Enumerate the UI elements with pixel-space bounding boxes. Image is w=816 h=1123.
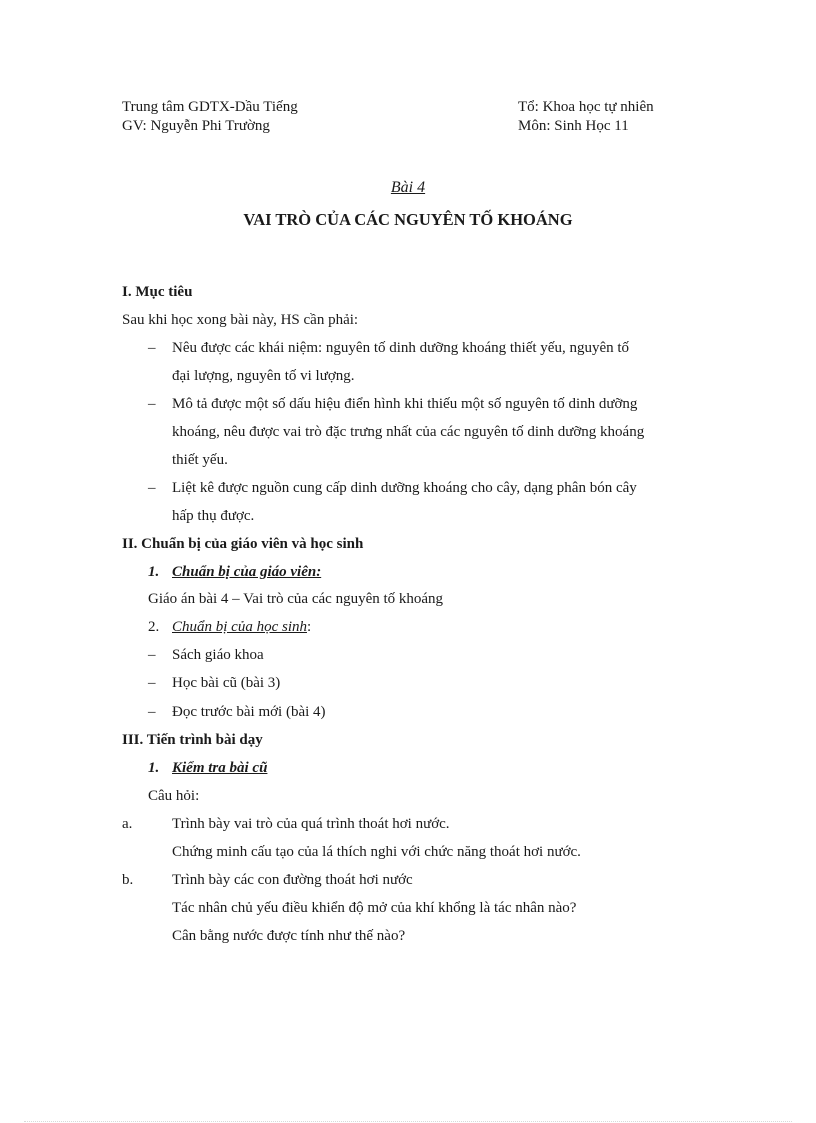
bullet-dash: –: [148, 396, 156, 412]
objective-3-line-1: Liệt kê được nguồn cung cấp dinh dưỡng khoáng cho cây, dạng phân bón cây: [172, 480, 637, 496]
student-prep-item: Đọc trước bài mới (bài 4): [172, 704, 326, 720]
lesson-number: Bài 4: [390, 179, 426, 196]
department-name: Tổ: Khoa học tự nhiên: [518, 99, 654, 115]
student-prep-heading: [172, 618, 311, 636]
page-bottom-rule: [24, 1121, 792, 1122]
question-b-line-1: Trình bày các con đường thoát hơi nước: [172, 872, 413, 888]
teacher-prep-text: Giáo án bài 4 – Vai trò của các nguyên tố khoáng: [148, 591, 444, 607]
student-prep-item: Sách giáo khoa: [172, 647, 264, 663]
student-prep-label: Chuẩn bị của học sinh: [172, 619, 307, 635]
sub-3-1-number: 1.: [148, 760, 160, 776]
bullet-dash: –: [148, 340, 156, 356]
objective-1-line-1: Nêu được các khái niệm: nguyên tố dinh dưỡng khoáng thiết yếu, nguyên tố: [172, 340, 630, 356]
lesson-title: VAI TRÒ CỦA CÁC NGUYÊN TỐ KHOÁNG: [243, 210, 573, 229]
sub-1-number: 1.: [148, 564, 160, 580]
question-b-line-2: Tác nhân chủ yếu điều khiển độ mở của khí khổng là tác nhân nào?: [172, 900, 577, 916]
question-a-line-2: Chứng minh cấu tạo của lá thích nghi với chức năng thoát hơi nước.: [172, 844, 581, 860]
question-b-line-3: Cân bằng nước được tính như thế nào?: [172, 928, 406, 944]
teacher-name: GV: Nguyễn Phi Trường: [122, 118, 270, 134]
objective-2-line-1: Mô tả được một số dấu hiệu điển hình khi thiếu một số nguyên tố dinh dưỡng: [172, 396, 638, 412]
question-a-line-1: Trình bày vai trò của quá trình thoát hơi nước.: [172, 816, 450, 832]
section-2-heading: II. Chuẩn bị của giáo viên và học sinh: [122, 536, 364, 552]
review-label: Kiểm tra bài cũ: [172, 760, 268, 776]
sub-2-number: 2.: [148, 619, 160, 635]
student-prep-item: Học bài cũ (bài 3): [172, 675, 281, 691]
bullet-dash: –: [148, 480, 156, 496]
objective-2-line-3: thiết yếu.: [172, 452, 228, 468]
teacher-prep-label: Chuẩn bị của giáo viên:: [172, 564, 322, 580]
question-label: Câu hỏi:: [148, 788, 200, 804]
subject-name: Môn: Sinh Học 11: [518, 118, 629, 134]
objective-3-line-2: hấp thụ được.: [172, 508, 255, 524]
objective-2-line-2: khoáng, nêu được vai trò đặc trưng nhất của các nguyên tố dinh dưỡng khoáng: [172, 424, 645, 440]
bullet-dash: –: [148, 647, 156, 663]
section-1-intro: Sau khi học xong bài này, HS cần phải:: [122, 312, 359, 328]
bullet-dash: –: [148, 675, 156, 691]
section-3-heading: III. Tiến trình bài dạy: [122, 732, 263, 748]
school-name: Trung tâm GDTX-Dầu Tiếng: [122, 99, 298, 115]
question-a-letter: a.: [122, 816, 133, 832]
question-b-letter: b.: [122, 872, 134, 888]
bullet-dash: –: [148, 704, 156, 720]
student-prep-colon: :: [307, 619, 312, 635]
objective-1-line-2: đại lượng, nguyên tố vi lượng.: [172, 368, 355, 384]
section-1-heading: I. Mục tiêu: [122, 284, 193, 300]
